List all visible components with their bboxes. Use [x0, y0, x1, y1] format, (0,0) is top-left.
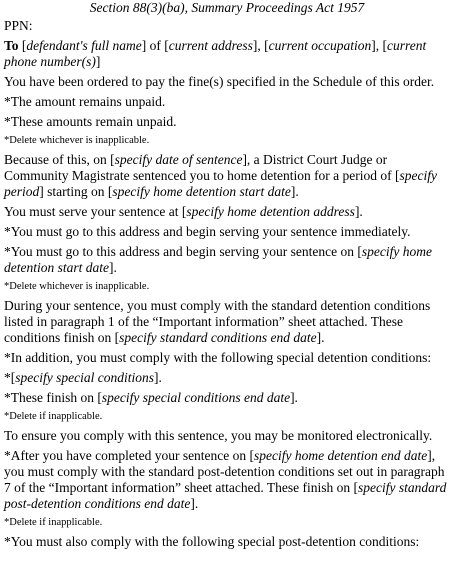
sentence-paragraph [4, 152, 450, 200]
special-conditions-paragraph [4, 370, 450, 386]
special-conditions-intro-paragraph: *In addition, you must comply with the following special detention conditions: [4, 350, 432, 365]
detention-end-date-placeholder: specify home detention end date [254, 448, 428, 463]
amounts-unpaid-paragraph: *These amounts remain unpaid. [4, 114, 177, 129]
special-text-1: *[ [4, 370, 16, 385]
section-header: Section 88(3)(ba), Summary Proceedings Act 1957 [89, 0, 365, 15]
defendant-name-placeholder: defendant's full name [26, 38, 142, 53]
amount-unpaid-paragraph: *The amount remains unpaid. [4, 94, 166, 109]
special-conditions-placeholder: specify special conditions [15, 370, 154, 385]
go-immediately-paragraph: *You must go to this address and begin serving your sentence immediately. [4, 224, 411, 239]
special-finish-text-2: ]. [290, 390, 298, 405]
to-fill-5: ] [95, 54, 101, 69]
because-text-3: ] starting on [ [39, 184, 113, 199]
go-on-date-paragraph [4, 244, 450, 276]
period-placeholder: specify period [4, 168, 438, 199]
to-fill-1: [ [21, 38, 27, 53]
during-text-2: ]. [316, 330, 325, 345]
current-phone-placeholder: current phone number(s) [4, 38, 427, 69]
post-special-conditions-paragraph: *You must also comply with the following special post-detention conditions: [4, 534, 420, 549]
go-on-start-date-placeholder: specify home detention start date [4, 244, 432, 275]
because-text-1: Because of this, on [ [4, 152, 115, 167]
serve-text-2: ]. [354, 204, 363, 219]
addressee-paragraph [4, 38, 450, 70]
post-detention-end-placeholder: specify standard post-detention conditions end date [4, 480, 447, 511]
date-of-sentence-placeholder: specify date of sentence [114, 152, 243, 167]
special-conditions-end-placeholder: specify special conditions end date [101, 390, 291, 405]
special-text-2: ]. [153, 370, 162, 385]
monitoring-paragraph: To ensure you comply with this sentence, you may be monitored electronically. [4, 428, 433, 443]
after-text-3: ]. [190, 496, 199, 511]
post-detention-paragraph [4, 448, 450, 512]
during-text-1: During your sentence, you must comply with the standard detention conditions listed in paragraph 1 of the “Important information” sheet attached. These conditions finish on [ [4, 298, 431, 345]
serve-address-paragraph [4, 204, 450, 220]
current-occupation-placeholder: current occupation [268, 38, 372, 53]
start-date-placeholder: specify home detention start date [112, 184, 291, 199]
detention-address-placeholder: specify home detention address [186, 204, 355, 219]
go-on-text-1: *You must go to this address and begin serving your sentence on [ [4, 244, 362, 259]
after-text-2: ], you must comply with the standard post-detention conditions set out in paragraph 7 of the “Important information” sheet attached. These finish on [ [4, 448, 445, 495]
delete-if-inapplicable-note-1: *Delete if inapplicable. [4, 411, 103, 422]
ppn-label: PPN: [4, 18, 33, 33]
to-fill-3: ], [ [252, 38, 269, 53]
standard-conditions-paragraph [4, 298, 450, 346]
serve-text-1: You must serve your sentence at [ [4, 204, 187, 219]
ordered-paragraph: You have been ordered to pay the fine(s) specified in the Schedule of this order. [4, 74, 435, 89]
special-finish-text-1: *These finish on [ [4, 390, 102, 405]
go-on-text-2: ]. [109, 260, 117, 275]
because-text-2: ], a District Court Judge or Community Magistrate sentenced you to home detention for a period of [ [4, 152, 400, 183]
after-text-1: *After you have completed your sentence on [ [4, 448, 255, 463]
delete-whichever-note-1: *Delete whichever is inapplicable. [4, 135, 150, 146]
current-address-placeholder: current address [168, 38, 253, 53]
to-fill-4: ], [ [371, 38, 387, 53]
to-fill-2: ] of [ [141, 38, 169, 53]
delete-whichever-note-2: *Delete whichever is inapplicable. [4, 281, 150, 292]
to-label: To [4, 38, 19, 53]
because-text-4: ]. [290, 184, 299, 199]
standard-conditions-end-placeholder: specify standard conditions end date [119, 330, 317, 345]
delete-if-inapplicable-note-2: *Delete if inapplicable. [4, 517, 103, 528]
special-finish-paragraph [4, 390, 450, 406]
